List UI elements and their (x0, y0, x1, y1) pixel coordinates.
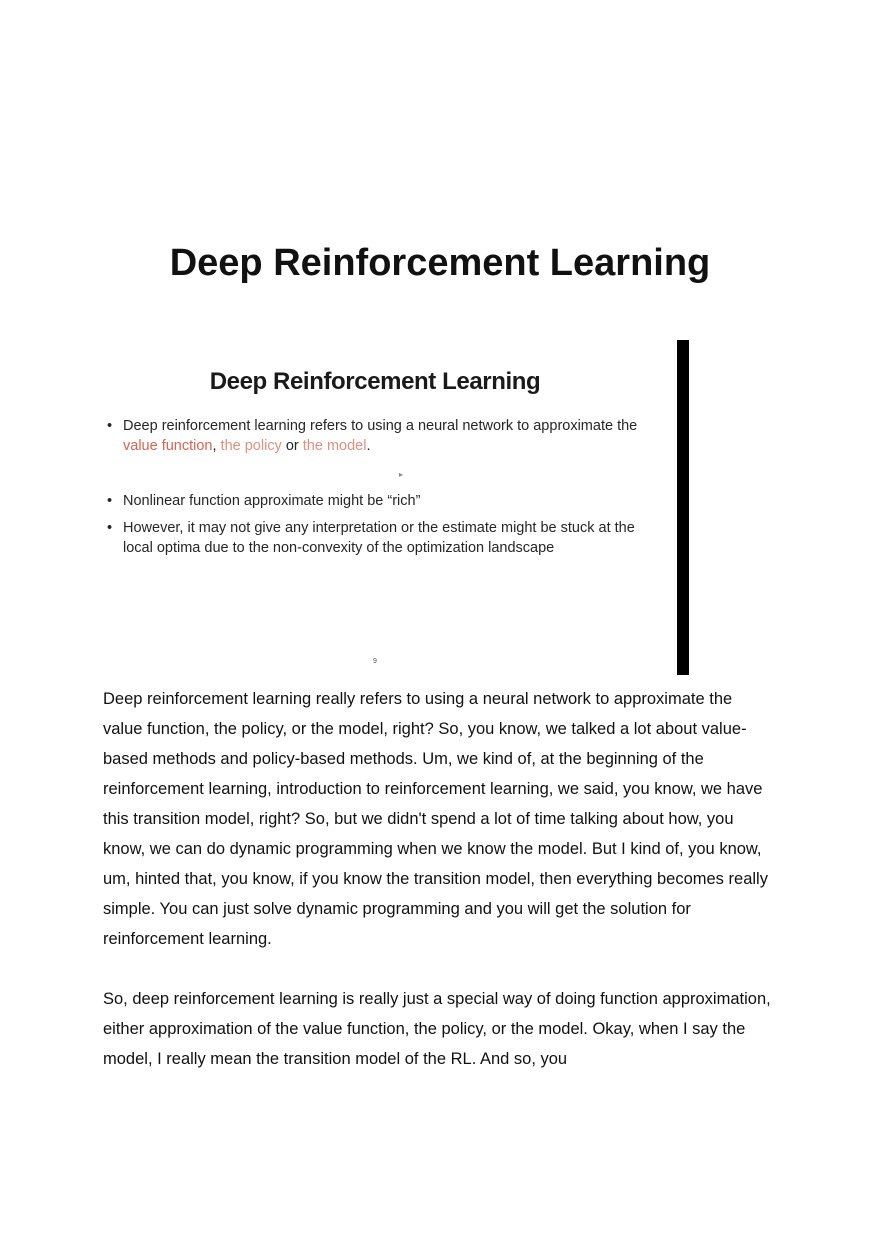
slide-page-number: 9 (373, 658, 377, 665)
mouse-cursor-icon: ▸ (399, 470, 404, 479)
slide-bullet: • Nonlinear function approximate might be “rich” (107, 491, 667, 511)
transcript-body (103, 684, 775, 1104)
bullet-suffix: . (366, 438, 371, 454)
transcript-paragraph: Deep reinforcement learning really refers to using a neural network to approximate the value function, the policy, or the model, right? So, you know, we talked a lot about value-based methods and policy-based methods. Um, we kind of, at the beginning of the reinforcement learning, introduction to reinforcement learning, we said, you know, we have this transition model, right? So, but we didn't spend a lot of time talking about how, you know, we can do dynamic programming when we know the model. But I kind of, you know, um, hinted that, you know, if you know the transition model, then everything becomes really simple. You can just solve dynamic programming and you will get the solution for reinforcement learning. (103, 690, 768, 948)
slide-edge-bar (677, 340, 689, 675)
bullet-text: Deep reinforcement learning refers to using a neural network to approximate the (123, 418, 638, 434)
slide-bullet: • However, it may not give any interpretation or the estimate might be stuck at the local optima due to the non-convexity of the optimization landscape (107, 518, 667, 558)
bullet-separator: or (281, 438, 303, 454)
slide-title: Deep Reinforcement Learning (209, 368, 541, 395)
slide-bullet-list (107, 416, 667, 558)
highlight-the-policy: the policy (220, 438, 282, 454)
slide-bullet (107, 416, 667, 456)
page-title: Deep Reinforcement Learning (169, 242, 711, 284)
slide-image (103, 340, 689, 676)
highlight-the-model: the model (302, 438, 367, 454)
highlight-value-function: value function (123, 438, 213, 454)
transcript-paragraph: So, deep reinforcement learning is really just a special way of doing function approximation, either approximation of the value function, the policy, or the model. Okay, when I say the model, I really mean the transition model of the RL. And so, you (103, 990, 771, 1068)
bullet-separator: , (212, 438, 221, 454)
